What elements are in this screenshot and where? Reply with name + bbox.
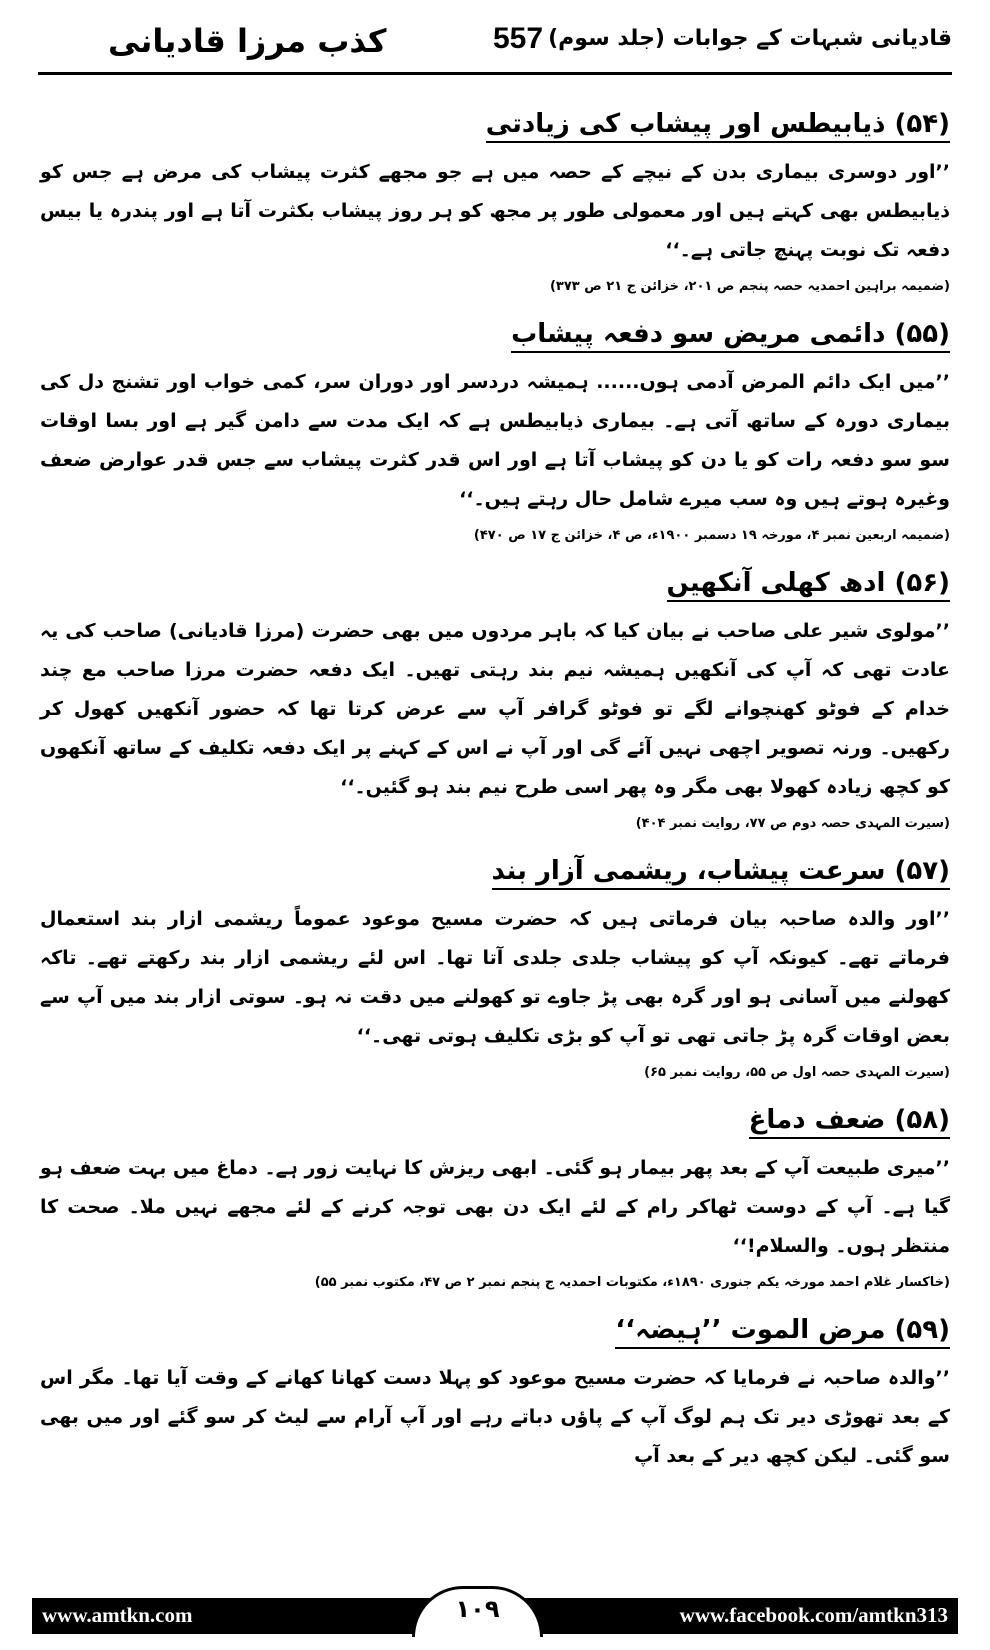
entry-quote: ’’میری طبیعت آپ کے بعد پھر بیمار ہو گئی۔ ابھی ریزش کا نہایت زور ہے۔ دماغ میں بہت ضعف ہو گیا ہے۔ آپ کے دوست ٹھاکر رام کے لئے ایک دن بھی توجہ کرنے کے لئے مجھے نہیں ملا۔ صحت کا منتظر ہوں۔ والسلام!‘‘ (40, 1157, 950, 1257)
page-footer (32, 1595, 958, 1634)
entry-54 (40, 102, 950, 302)
entry-58 (40, 1098, 950, 1298)
entry-heading: (۵۷) سرعت پیشاب، ریشمی آزار بند (40, 849, 950, 896)
entry-56 (40, 561, 950, 839)
page-number: 557 (493, 22, 544, 55)
entry-heading: (۵۶) ادھ کھلی آنکھیں (40, 561, 950, 608)
book-page-tab (412, 1586, 543, 1637)
entry-reference: (خاکسار غلام احمد مورخہ یکم جنوری ۱۸۹۰ء، مکتوبات احمدیہ ج پنجم نمبر ۲ ص ۴۷، مکتوب نمبر ۵۵) (314, 1275, 950, 1290)
header-divider (38, 72, 952, 75)
book-title: قادیانی شبہات کے جوابات (جلد سوم) (548, 26, 952, 51)
entry-heading: (۵۹) مرض الموت ’’ہیضہ‘‘ (40, 1308, 950, 1355)
facebook-link[interactable]: www.facebook.com/amtkn313 (679, 1603, 948, 1627)
entry-reference: (ضمیمہ اربعین نمبر ۴، مورخہ ۱۹ دسمبر ۱۹۰۰ء، ص ۴، خزائن ج ۱۷ ص ۴۷۰) (473, 528, 950, 543)
entry-quote: ’’اور دوسری بیماری بدن کے نیچے کے حصہ میں ہے جو مجھے کثرت پیشاب کی مرض ہے جس کو ذیابیطس بھی کہتے ہیں اور معمولی طور پر مجھ کو ہر روز پیشاب بکثرت آتا ہے اور پندرہ یا بیس دفعہ تک نوبت پہنچ جاتی ہے۔‘‘ (40, 161, 950, 261)
page-header (38, 22, 952, 68)
entry-55 (40, 312, 950, 551)
entry-quote: ’’اور والدہ صاحبہ بیان فرماتی ہیں کہ حضرت مسیح موعود عموماً ریشمی ازار بند استعمال فرماتے تھے۔ کیونکہ آپ کو پیشاب جلدی جلدی آتا تھا۔ اس لئے ریشمی ازار بند رکھتے تھے۔ تاکہ کھولنے میں آسانی ہو اور گرہ بھی پڑ جاوے تو کھولنے میں دقت نہ ہو۔ سوتی ازار بند میں آپ سے بعض اوقات گرہ پڑ جاتی تھی تو آپ کو بڑی تکلیف ہوتی تھی۔‘‘ (40, 908, 950, 1047)
entry-reference: (سیرت المہدی حصہ اول ص ۵۵، روایت نمبر ۶۵) (644, 1065, 950, 1080)
entry-reference: (ضمیمہ براہین احمدیہ حصہ پنجم ص ۲۰۱، خزائن ج ۲۱ ص ۳۷۳) (549, 279, 950, 294)
website-link[interactable]: www.amtkn.com (42, 1603, 193, 1627)
entry-57 (40, 849, 950, 1088)
entry-heading: (۵۸) ضعف دماغ (40, 1098, 950, 1145)
book-page-number: ۱۰۹ (455, 1595, 500, 1623)
entry-quote: ’’والدہ صاحبہ نے فرمایا کہ حضرت مسیح موعود کو پہلا دست کھانا کھانے کے وقت آیا تھا۔ مگر اس کے بعد تھوڑی دیر تک ہم لوگ آپ کے پاؤں دباتے رہے اور آپ آرام سے لیٹ کر سو گئے اور میں بھی سو گئی۔ لیکن کچھ دیر کے بعد آپ (40, 1367, 950, 1467)
entry-quote: ’’میں ایک دائم المرض آدمی ہوں...... ہمیشہ دردسر اور دوران سر، کمی خواب اور تشنج دل کی بیماری دورہ کے ساتھ آتی ہے۔ بیماری ذیابیطس ہے کہ ایک مدت سے دامن گیر ہے اور بسا اوقات سو سو دفعہ رات کو یا دن کو پیشاب آتا ہے اور اس قدر کثرت پیشاب سے جس قدر عوارض ضعف وغیرہ ہوتے ہیں وہ سب میرے شامل حال رہتے ہیں۔‘‘ (40, 371, 950, 510)
content-body (40, 92, 950, 1472)
entry-heading: (۵۴) ذیابیطس اور پیشاب کی زیادتی (40, 102, 950, 149)
entry-quote: ’’مولوی شیر علی صاحب نے بیان کیا کہ باہر مردوں میں بھی حضرت (مرزا قادیانی) صاحب کی یہ عادت تھی کہ آپ کی آنکھیں ہمیشہ نیم بند رہتی تھیں۔ ایک دفعہ حضرت مرزا صاحب مع چند خدام کے فوٹو کھنچوانے لگے تو فوٹو گرافر آپ سے عرض کرتا تھا کہ حضور آنکھیں کھول کر رکھیں۔ ورنہ تصویر اچھی نہیں آئے گی اور آپ نے اس کے کہنے پر ایک دفعہ تکلیف کے ساتھ آنکھوں کو کچھ زیادہ کھولا بھی مگر وہ پھر اسی طرح نیم بند ہو گئیں۔‘‘ (40, 620, 950, 798)
entry-heading: (۵۵) دائمی مریض سو دفعہ پیشاب (40, 312, 950, 359)
entry-reference: (سیرت المہدی حصہ دوم ص ۷۷، روایت نمبر ۴۰۴) (635, 816, 950, 831)
entry-59 (40, 1308, 950, 1476)
section-title: کذب مرزا قادیانی (108, 22, 387, 60)
